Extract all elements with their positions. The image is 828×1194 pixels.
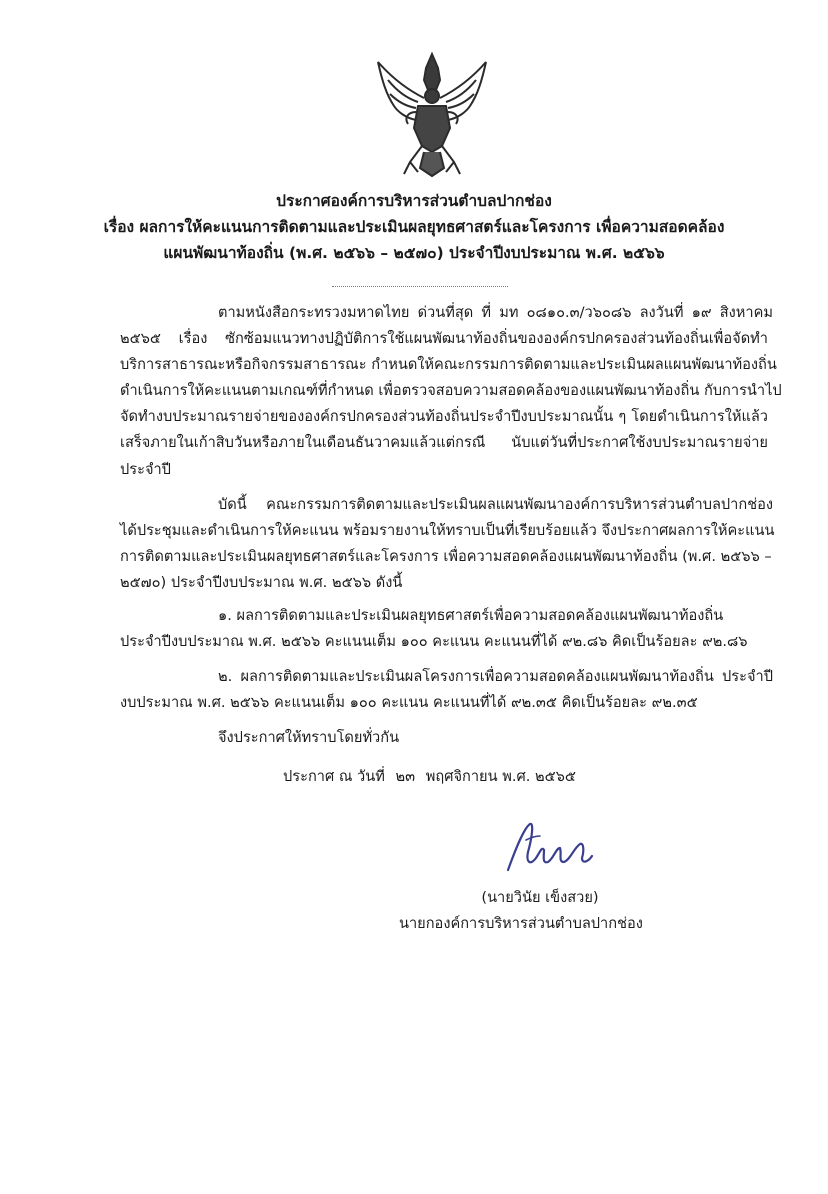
para1-line-3: บริการสาธารณะหรือกิจกรรมสาธารณะ กำหนดให้คณะกรรมการติดตามและประเมินผลแผนพัฒนาท้องถิ่น: [120, 356, 777, 373]
item1-line-2: ประจำปีงบประมาณ พ.ศ. ๒๕๖๖ คะแนนเต็ม ๑๐๐ คะแนน คะแนนที่ได้ ๙๒.๘๖ คิดเป็นร้อยละ ๙๒.๘๖: [120, 633, 748, 650]
date-day: ๒๓: [395, 768, 416, 785]
para1-line-5: จัดทำงบประมาณรายจ่ายขององค์กรปกครองส่วนท้องถิ่นประจำปีงบประมาณนั้น ๆ โดยดำเนินการให้แล้ว: [120, 408, 768, 425]
para1-line-4: ดำเนินการให้คะแนนตามเกณฑ์ที่กำหนด เพื่อตรวจสอบความสอดคล้องของแผนพัฒนาท้องถิ่น กับการนำไป: [120, 382, 782, 399]
para1-line-7: ประจำปี: [120, 461, 171, 478]
handwritten-signature-icon: [500, 818, 610, 878]
date-prefix: ประกาศ ณ วันที่: [283, 768, 385, 785]
para1-line-1: ตามหนังสือกระทรวงมหาดไทย ด่วนที่สุด ที่ มท ๐๘๑๐.๓/ว๖๐๘๖ ลงวันที่ ๑๙ สิงหาคม: [218, 304, 773, 321]
title-line-3: แผนพัฒนาท้องถิ่น (พ.ศ. ๒๕๖๖ – ๒๕๗๐) ประจำปีงบประมาณ พ.ศ. ๒๕๖๖: [163, 244, 665, 262]
para1-line-2: ๒๕๖๕ เรื่อง ซักซ้อมแนวทางปฏิบัติการใช้แผนพัฒนาท้องถิ่นขององค์กรปกครองส่วนท้องถิ่นเพื่อจัดทำ: [120, 330, 768, 347]
para2-line-4: ๒๕๗๐) ประจำปีงบประมาณ พ.ศ. ๒๕๖๖ ดังนี้: [120, 574, 403, 591]
signer-name: (นายวินัย เข็งสวย): [481, 889, 599, 906]
announce-line: จึงประกาศให้ทราบโดยทั่วกัน: [218, 729, 400, 746]
para1-line-6: เสร็จภายในเก้าสิบวันหรือภายในเดือนธันวาคมแล้วแต่กรณี นับแต่วันที่ประกาศใช้งบประมาณรายจ่าย: [120, 434, 768, 451]
para2-line-2: ได้ประชุมและดำเนินการให้คะแนน พร้อมรายงานให้ทราบเป็นที่เรียบร้อยแล้ว จึงประกาศผลการให้คะแนน: [120, 522, 775, 539]
date-suffix: พฤศจิกายน พ.ศ. ๒๕๖๕: [425, 768, 576, 785]
title-divider: [332, 286, 508, 287]
para2-line-3: การติดตามและประเมินผลยุทธศาสตร์และโครงการ เพื่อความสอดคล้องแผนพัฒนาท้องถิ่น (พ.ศ. ๒๕๖๖ –: [120, 548, 772, 565]
garuda-emblem-icon: [368, 50, 496, 180]
item2-line-2: งบประมาณ พ.ศ. ๒๕๖๖ คะแนนเต็ม ๑๐๐ คะแนน คะแนนที่ได้ ๙๒.๓๕ คิดเป็นร้อยละ ๙๒.๓๕: [120, 694, 698, 711]
signer-title: นายกองค์การบริหารส่วนตำบลปากช่อง: [399, 915, 643, 932]
title-line-2: เรื่อง ผลการให้คะแนนการติดตามและประเมินผลยุทธศาสตร์และโครงการ เพื่อความสอดคล้อง: [103, 218, 725, 236]
announce-date: [283, 767, 576, 787]
title-line-1: ประกาศองค์การบริหารส่วนตำบลปากช่อง: [276, 192, 552, 210]
item1-line-1: ๑. ผลการติดตามและประเมินผลยุทธศาสตร์เพื่อความสอดคล้องแผนพัฒนาท้องถิ่น: [218, 607, 724, 624]
item2-line-1: ๒. ผลการติดตามและประเมินผลโครงการเพื่อความสอดคล้องแผนพัฒนาท้องถิ่น ประจำปี: [218, 668, 773, 685]
para2-line-1: บัดนี้ คณะกรรมการติดตามและประเมินผลแผนพัฒนาองค์การบริหารส่วนตำบลปากช่อง: [218, 496, 773, 513]
